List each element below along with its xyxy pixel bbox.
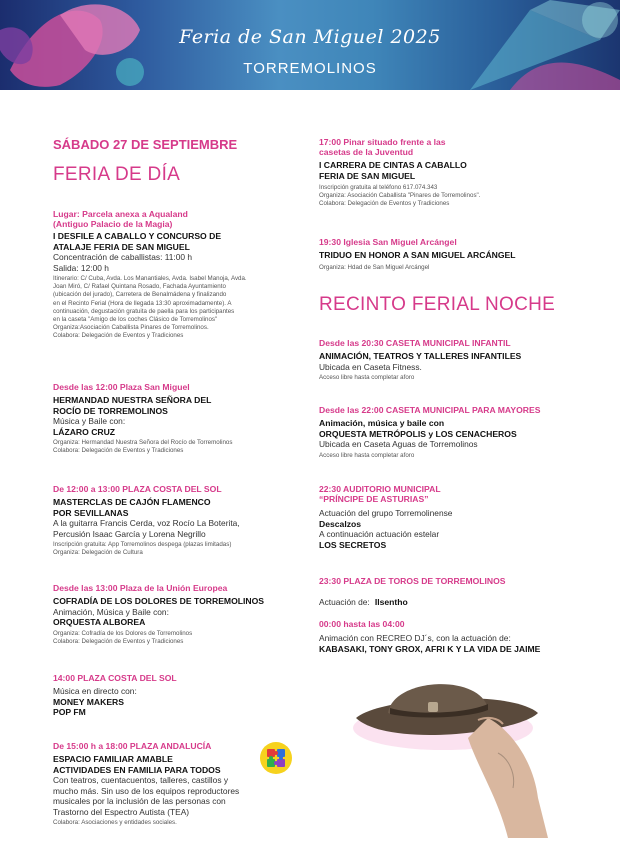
event-performer: KABASAKI, TONY GROX, AFRI K Y LA VIDA DE JAIME <box>319 643 541 654</box>
event-note: Itinerario: C/ Cuba, Avda. Los Manantiales, Avda. Isabel Manoja, Avda. <box>53 275 247 282</box>
event-note: Organiza: Hermandad Nuestra Señora del Rocío de Torremolinos <box>53 439 233 446</box>
header-banner <box>0 0 620 90</box>
feria-dia-title: FERIA DE DÍA <box>53 164 181 185</box>
event-text: Salida: 12:00 h <box>53 262 109 273</box>
recinto-ferial-title: RECINTO FERIAL NOCHE <box>319 294 556 315</box>
event-head: 00:00 hasta las 04:00 <box>319 619 405 629</box>
event-plaza-toros <box>319 576 569 609</box>
event-note: Organiza: Cofradía de los Dolores de Torremolinos <box>53 629 193 637</box>
event-title: ACTIVIDADES EN FAMILIA PARA TODOS <box>53 764 221 775</box>
event-caseta-infantil <box>319 338 569 382</box>
event-title: ATALAJE FERIA DE SAN MIGUEL <box>53 241 190 252</box>
event-note: Acceso libre hasta completar aforo <box>319 451 415 459</box>
event-title: COFRADÍA DE LOS DOLORES DE TORREMOLINOS <box>53 596 265 606</box>
event-title: I CARRERA DE CINTAS A CABALLO <box>319 160 467 170</box>
event-title: ESPACIO FAMILIAR AMABLE <box>53 754 173 764</box>
event-note: Organiza:Asociación Caballista Pinares de Torremolinos. <box>53 324 209 332</box>
event-recreo-djs <box>319 619 569 654</box>
event-note: Inscripción gratuita al teléfono 617.074.343 <box>319 184 438 191</box>
puzzle-autism-icon <box>259 741 293 775</box>
event-note: Colabora: Delegación de Eventos y Tradiciones <box>319 200 450 208</box>
event-note: Organiza: Asociación Caballista "Pinares de Torremolinos". <box>319 192 481 200</box>
event-title: POR SEVILLANAS <box>53 507 129 518</box>
event-text: Con teatros, cuentacuentos, talleres, castillos y <box>53 775 229 785</box>
event-text: Animación con RECREO DJ´s, con la actuación de: <box>319 633 511 643</box>
event-note: continuación, degustación gratuita de paella para los participantes <box>53 307 235 315</box>
event-text: Música y Baile con: <box>53 416 126 426</box>
event-head: 14:00 PLAZA COSTA DEL SOL <box>53 673 177 683</box>
event-head: De 15:00 h a 18:00 PLAZA ANDALUCÍA <box>53 741 212 751</box>
event-head: “PRÍNCIPE DE ASTURIAS” <box>319 494 429 504</box>
event-performer: MONEY MAKERS <box>53 696 124 707</box>
event-title: ORQUESTA METRÓPOLIS y LOS CENACHEROS <box>319 428 517 439</box>
event-performer: LOS SECRETOS <box>319 539 387 550</box>
event-carrera-cintas <box>319 137 569 209</box>
event-note: Organiza: Delegación de Cultura <box>53 549 143 557</box>
event-auditorio <box>319 484 569 550</box>
event-title: MASTERCLAS DE CAJÓN FLAMENCO <box>53 497 211 507</box>
event-note: Joan Miró, C/ Rafael Quintana Rosado, Fachada Ayuntamiento <box>53 283 226 291</box>
event-note: Organiza: Hdad de San Miguel Arcángel <box>319 263 430 271</box>
event-note: Colabora: Delegación de Eventos y Tradiciones <box>53 637 184 645</box>
event-text: Trastorno del Espectro Autista (TEA) <box>53 806 190 817</box>
event-note: Acceso libre hasta completar aforo <box>319 374 415 381</box>
event-title: ANIMACIÓN, TEATROS Y TALLERES INFANTILES <box>319 351 522 361</box>
event-head: Desde las 12:00 Plaza San Miguel <box>53 382 190 392</box>
event-head: Desde las 22:00 CASETA MUNICIPAL PARA MAYORES <box>319 405 541 415</box>
event-triduo <box>319 237 569 272</box>
event-note: (ubicación del jurado), Carretera de Benalmádena y finalizando <box>53 291 227 299</box>
event-head: 22:30 AUDITORIO MUNICIPAL <box>319 484 441 494</box>
event-text: Percusión Isaac García y Lorena Negrillo <box>53 528 206 539</box>
event-performer: Descalzos <box>319 518 362 529</box>
event-desfile <box>53 209 303 341</box>
header-subtitle: TORREMOLINOS <box>243 60 377 77</box>
event-rocio <box>53 382 303 455</box>
event-note: en el Recinto Ferial (Hora de llegada 13:30 aproximadamente). A <box>53 299 232 307</box>
event-head: 17:00 Pinar situado frente a las <box>319 137 446 147</box>
event-text: Ubicada en Caseta Aguas de Torremolinos <box>319 439 478 449</box>
event-dolores <box>53 583 303 646</box>
event-head: Desde las 13:00 Plaza de la Unión Europea <box>53 583 228 593</box>
event-text: A continuación actuación estelar <box>319 529 440 539</box>
event-title: Animación, música y baile con <box>319 418 445 428</box>
event-money-makers <box>53 673 303 718</box>
event-title: ROCÍO DE TORREMOLINOS <box>53 405 168 416</box>
event-text: Ubicada en Caseta Fitness. <box>319 361 422 372</box>
event-text: Actuación del grupo Torremolinense <box>319 508 453 518</box>
event-head: 19:30 Iglesia San Miguel Arcángel <box>319 237 457 247</box>
event-performer: POP FM <box>53 707 86 717</box>
event-note: Colabora: Delegación de Eventos y Tradiciones <box>53 332 184 340</box>
event-head: Desde las 20:30 CASETA MUNICIPAL INFANTIL <box>319 338 511 348</box>
event-performer: Ilsentho <box>374 597 408 607</box>
event-note: Inscripción gratuita: App Torremolinos despega (plazas limitadas) <box>53 541 232 548</box>
event-head: De 12:00 a 13:00 PLAZA COSTA DEL SOL <box>53 484 222 494</box>
event-text: A la guitarra Francis Cerda, voz Rocío La Boterita, <box>53 518 240 528</box>
day-label: SÁBADO 27 DE SEPTIEMBRE <box>53 137 238 152</box>
header-title: Feria de San Miguel 2025 <box>179 26 441 48</box>
event-note: Colabora: Delegación de Eventos y Tradiciones <box>53 447 184 455</box>
event-note: en la caseta "Amigo de los coches Clásico de Torremolinos" <box>53 316 218 324</box>
event-title: TRIDUO EN HONOR A SAN MIGUEL ARCÁNGEL <box>319 250 516 260</box>
event-note: Colabora: Asociaciones y entidades sociales. <box>53 819 177 826</box>
event-head: casetas de la Juventud <box>319 147 414 157</box>
event-text: musicales por la inclusión de las personas con <box>53 796 226 806</box>
event-performer: ORQUESTA ALBOREA <box>53 617 146 627</box>
event-text: mucho más. Sin uso de los equipos reproductores <box>53 785 240 796</box>
event-title: I DESFILE A CABALLO Y CONCURSO DE <box>53 231 222 241</box>
event-head: 23:30 PLAZA DE TOROS DE TORREMOLINOS <box>319 576 506 586</box>
event-head: (Antiguo Palacio de la Magia) <box>53 219 173 229</box>
event-text: Actuación de: <box>319 597 370 607</box>
event-text: Música en directo con: <box>53 686 137 696</box>
event-caseta-mayores <box>319 405 569 460</box>
event-text: Concentración de caballistas: 11:00 h <box>53 252 193 262</box>
cordobes-hat-illustration <box>348 658 548 838</box>
event-masterclass <box>53 484 303 557</box>
event-text: Animación, Música y Baile con: <box>53 606 169 617</box>
event-title: FERIA DE SAN MIGUEL <box>319 170 416 181</box>
event-performer: LÁZARO CRUZ <box>53 426 116 437</box>
event-head: Lugar: Parcela anexa a Aqualand <box>53 209 188 219</box>
event-title: HERMANDAD NUESTRA SEÑORA DEL <box>53 395 212 405</box>
